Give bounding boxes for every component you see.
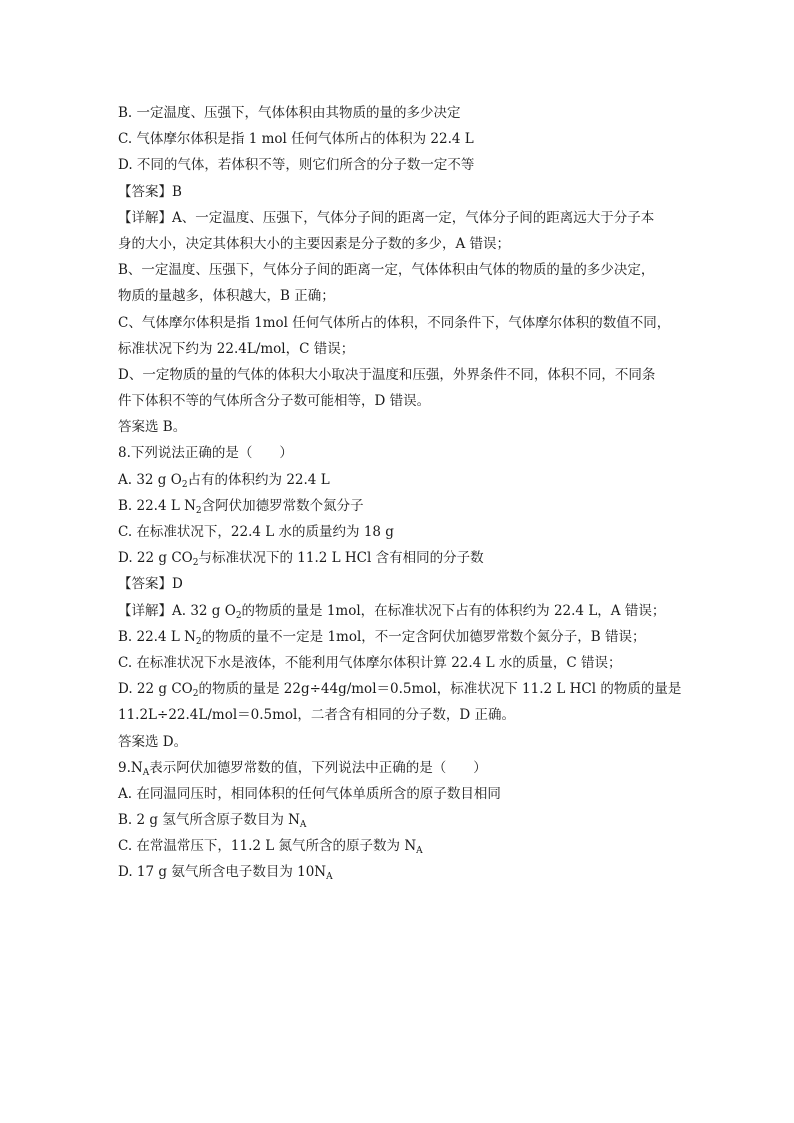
q8-detail-d: D. 22 g $CO_2$的物质的量是 22g÷44g/mol＝0.5mol，标准状况下 11.2 L HCl 的物质的量是 [118,681,682,700]
q7-conclusion: 答案选 B。 [118,419,187,436]
q9-option-d: D. 17 g 氨气所含电子数目为 $10N_A$ [118,864,333,883]
q7-option-d: D. 不同的气体，若体积不等，则它们所含的分子数一定不等 [118,157,475,174]
q8-detail-d-continued: 11.2L÷22.4L/mol＝0.5mol，二者含有相同的分子数，D 正确。 [118,707,515,724]
q8-option-d: D. 22 g $CO_2$与标准状况下的 11.2 L HCl 含有相同的分子数 [118,550,484,569]
q9-stem: $9.N_A$表示阿伏加德罗常数的值，下列说法中正确的是（ ） [118,759,487,778]
q7-detail-line: 物质的量越多，体积越大，B 正确； [118,288,335,305]
q7-detail-line: 身的大小，决定其体积大小的主要因素是分子数的多少，A 错误； [118,235,511,252]
q8-detail-c: C. 在标准状况下水是液体，不能利用气体摩尔体积计算 22.4 L 水的质量，C 错误； [118,654,622,671]
q7-detail-line: 【详解】A、一定温度、压强下，气体分子间的距离一定，气体分子间的距离远大于分子本 [118,209,655,226]
q7-detail-line: D、一定物质的量的气体的体积大小取决于温度和压强，外界条件不同，体积不同，不同条 [118,366,656,383]
q8-detail-a: 【详解】A. 32 g $O_2$的物质的量是 1mol，在标准状况下占有的体积约为 22.4 L，A 错误； [118,602,666,621]
q8-option-c: C. 在标准状况下，22.4 L 水的质量约为 18 g [118,524,394,540]
q7-detail-line: 件下体积不等的气体所含分子数可能相等，D 错误。 [118,393,431,410]
q7-option-c: C. 气体摩尔体积是指 1 mol 任何气体所占的体积为 22.4 L [118,131,474,148]
q7-answer: 【答案】B [118,183,182,200]
q8-conclusion: 答案选 D。 [118,733,188,750]
q8-option-b: B. 22.4 L $N_2$含阿伏加德罗常数个氮分子 [118,497,364,516]
q9-option-b: B. 2 g 氢气所含原子数目为 $N_A$ [118,812,307,831]
q7-option-b: B. 一定温度、压强下，气体体积由其物质的量的多少决定 [118,105,461,121]
document-page [118,100,682,886]
q8-option-a: A. 32 g $O_2$占有的体积约为 22.4 L [118,471,330,490]
q7-detail-line: C、气体摩尔体积是指 1mol 任何气体所占的体积，不同条件下，气体摩尔体积的数值不同， [118,314,671,331]
q8-stem: 8.下列说法正确的是（ ） [118,445,293,462]
q9-option-a: A. 在同温同压时，相同体积的任何气体单质所含的原子数目相同 [118,785,501,802]
q8-answer: 【答案】D [118,576,183,593]
q9-option-c: C. 在常温常压下，11.2 L 氮气所含的原子数为 $N_A$ [118,838,423,857]
q8-detail-b: B. 22.4 L $N_2$的物质的量不一定是 1mol，不一定含阿伏加德罗常数个氮分子，B 错误； [118,628,646,647]
q7-detail-line: B、一定温度、压强下，气体分子间的距离一定，气体体积由气体的物质的量的多少决定， [118,262,655,279]
q7-detail-line: 标准状况下约为 22.4L/mol，C 错误； [118,340,355,357]
